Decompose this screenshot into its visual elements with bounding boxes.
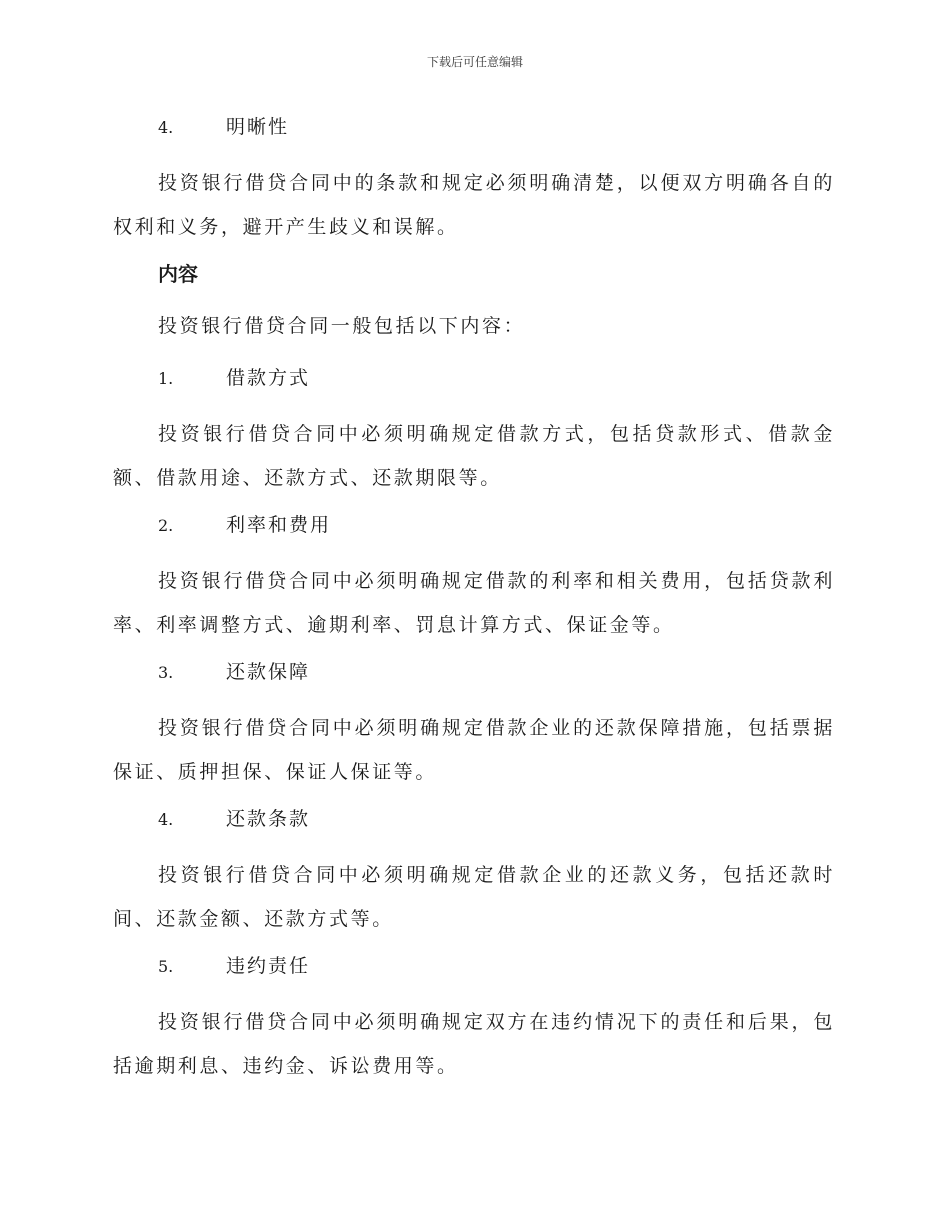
item-title: 违约责任 [226,955,311,977]
page-header: 下载后可任意编辑 [426,55,523,69]
item-title: 还款保障 [226,661,311,683]
item-heading [113,947,835,986]
item-heading [113,359,835,398]
item-heading [113,108,835,147]
item-number: 1. [158,369,174,388]
item-title: 还款条款 [226,808,311,830]
item-title: 利率和费用 [226,514,332,536]
item-paragraph: 投资银行借贷合同中必须明确规定借款方式，包括贷款形式、借款金额、借款用途、还款方式、还款期限等。 [113,423,835,489]
item-paragraph: 投资银行借贷合同中的条款和规定必须明确清楚，以便双方明确各自的权利和义务，避开产生歧义和误解。 [113,172,835,238]
item-paragraph: 投资银行借贷合同中必须明确规定借款企业的还款保障措施，包括票据保证、质押担保、保证人保证等。 [113,717,835,783]
item-number: 4. [158,118,174,137]
item-title: 借款方式 [226,367,311,389]
item-heading [113,800,835,839]
item-heading [113,653,835,692]
item-number: 4. [158,810,174,829]
item-number: 2. [158,516,174,535]
item-paragraph: 投资银行借贷合同中必须明确规定双方在违约情况下的责任和后果，包括逾期利息、违约金、诉讼费用等。 [113,1011,835,1077]
section-title: 内容 [158,262,198,286]
item-heading [113,506,835,545]
document-body [113,108,835,1094]
item-paragraph: 投资银行借贷合同中必须明确规定借款企业的还款义务，包括还款时间、还款金额、还款方式等。 [113,864,835,930]
item-paragraph: 投资银行借贷合同中必须明确规定借款的利率和相关费用，包括贷款利率、利率调整方式、逾期利率、罚息计算方式、保证金等。 [113,570,835,636]
section-intro: 投资银行借贷合同一般包括以下内容： [158,315,526,337]
item-title: 明晰性 [226,116,290,138]
item-number: 3. [158,663,174,682]
item-number: 5. [158,957,174,976]
